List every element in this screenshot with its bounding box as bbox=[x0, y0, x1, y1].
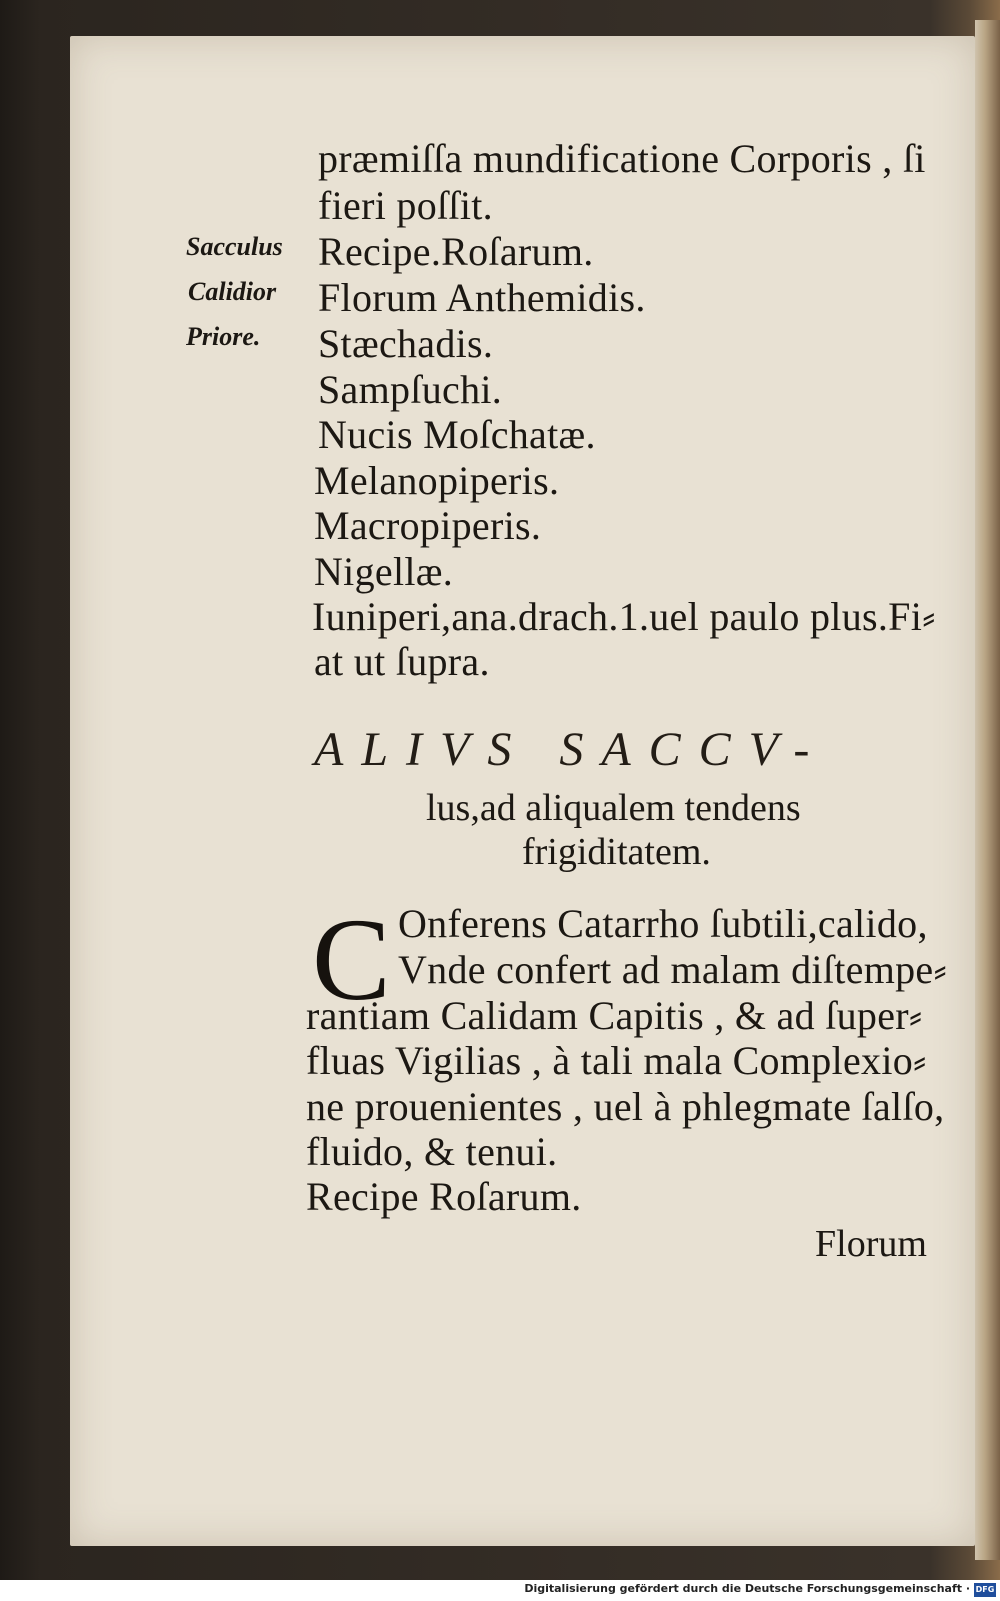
text-line-11: Iuniperi,ana.drach.1.uel paulo plus.Fi⸗ bbox=[312, 594, 936, 639]
text-line-4: Florum Anthemidis. bbox=[318, 275, 646, 320]
dfg-logo: DFG bbox=[974, 1583, 996, 1597]
text-line-6: Sampſuchi. bbox=[318, 367, 503, 412]
digitization-credit: Digitalisierung gefördert durch die Deutsche Forschungsgemeinschaft · bbox=[524, 1582, 970, 1595]
text-line-2: fieri poſſit. bbox=[318, 183, 493, 228]
margin-note-3: Priore. bbox=[186, 322, 261, 351]
paragraph-line-5: ne prouenientes , uel à phlegmate ſalſo, bbox=[306, 1084, 945, 1129]
subheading-line-1: lus,ad aliqualem tendens bbox=[426, 787, 801, 829]
text-line-1: præmiſſa mundificatione Corporis , ſi bbox=[318, 136, 926, 181]
text-line-8: Melanopiperis. bbox=[314, 458, 560, 503]
text-line-9: Macropiperis. bbox=[314, 503, 542, 548]
page-edge bbox=[975, 20, 1000, 1560]
catchword: Florum bbox=[815, 1223, 927, 1265]
text-line-3: Recipe.Roſarum. bbox=[318, 229, 594, 274]
paragraph-line-6: fluido, & tenui. bbox=[306, 1129, 558, 1174]
section-heading: ALIVS SACCV- bbox=[314, 723, 828, 776]
margin-note-1: Sacculus bbox=[186, 232, 283, 261]
paragraph-line-3: rantiam Calidam Capitis , & ad ſuper⸗ bbox=[306, 993, 923, 1038]
text-line-12: at ut ſupra. bbox=[314, 639, 490, 684]
text-line-5: Stæchadis. bbox=[318, 321, 494, 366]
drop-cap: C bbox=[312, 894, 391, 1025]
margin-note-2: Calidior bbox=[188, 277, 277, 306]
paragraph-line-7: Recipe Roſarum. bbox=[306, 1174, 582, 1219]
text-line-10: Nigellæ. bbox=[314, 549, 454, 594]
paragraph-line-1: Onferens Catarrho ſubtili,calido, bbox=[398, 901, 928, 946]
paragraph-line-4: fluas Vigilias , à tali mala Complexio⸗ bbox=[306, 1038, 927, 1083]
subheading-line-2: frigiditatem. bbox=[522, 831, 711, 873]
text-line-7: Nucis Moſchatæ. bbox=[318, 412, 596, 457]
paragraph-line-2: Vnde confert ad malam diſtempe⸗ bbox=[398, 947, 948, 992]
